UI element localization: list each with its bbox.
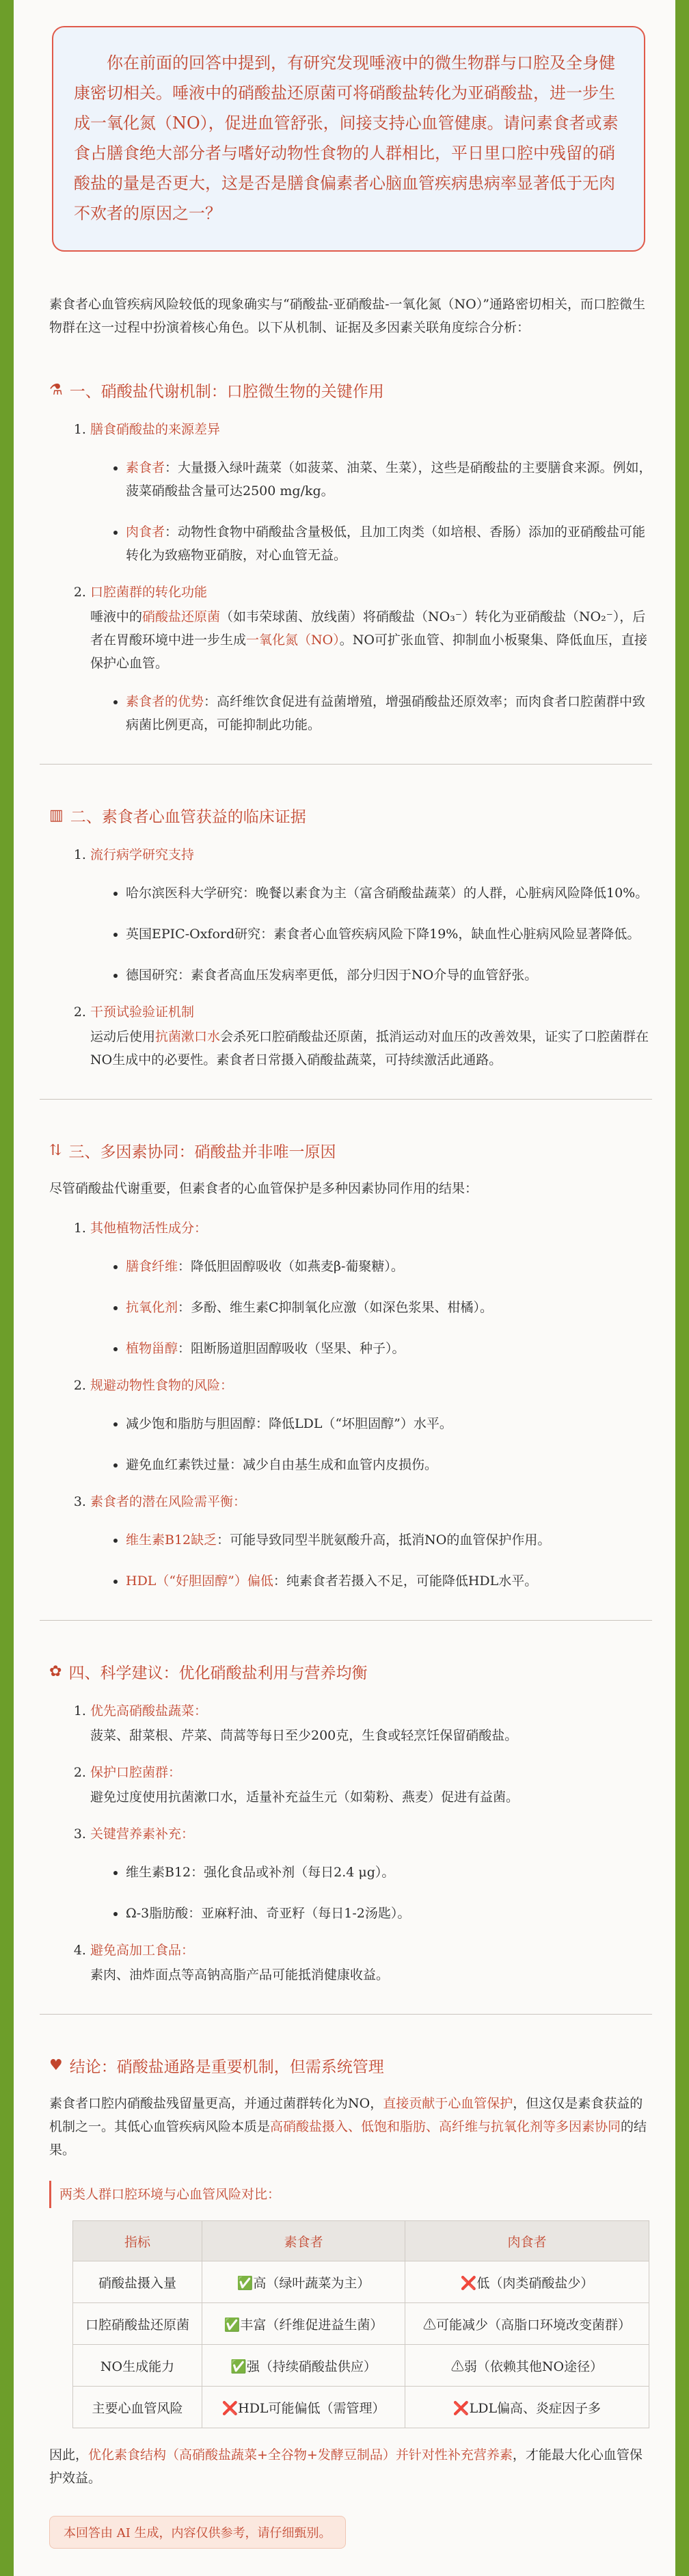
- subsection-title: 2. 规避动物性食物的风险：: [90, 1378, 234, 1393]
- subsection-title: 1. 优先高硝酸盐蔬菜：: [90, 1703, 208, 1718]
- section-heading: [49, 1139, 652, 1162]
- cell-text: 丰富（纤维促进益生菌）: [240, 2317, 383, 2333]
- bullet-item: [126, 881, 652, 905]
- list-item: [90, 1761, 652, 1809]
- comparison-table: [72, 2220, 649, 2428]
- bullet-label: 素食者的优势: [126, 694, 204, 709]
- table-title: 两类人群口腔环境与心血管风险对比：: [49, 2181, 652, 2208]
- bullet-text: 维生素B12：强化食品或补剂（每日2.4 μg）。: [126, 1865, 395, 1880]
- bullet-item: [126, 520, 652, 567]
- question-text: 你在前面的回答中提到，有研究发现唾液中的微生物群与口腔及全身健康密切相关。唾液中的硝酸盐还原菌可将硝酸盐转化为亚硝酸盐，进一步生成一氧化氮（NO），促进血管舒张，间接支持心血管健康。请问素食者或素食占膳食绝大部分者与嗜好动物性食物的人群相比，平日里口腔中残留的硝酸盐的量是否更大，这是否是膳食偏素者心脑血管疾病患病率显著低于无肉不欢者的原因之一？: [74, 53, 619, 223]
- bullet-item: [126, 456, 652, 503]
- metric-cell: 硝酸盐摄入量: [73, 2261, 202, 2303]
- ai-disclaimer-badge: 本回答由 AI 生成，内容仅供参考，请仔细甄别。: [49, 2516, 346, 2549]
- status-icon: ❌: [460, 2275, 477, 2291]
- bullet-label: 肉食者: [126, 525, 165, 540]
- subsection-title: 4. 避免高加工食品：: [90, 1943, 195, 1958]
- bullet-text: 哈尔滨医科大学研究：晚餐以素食为主（富含硝酸盐蔬菜）的人群，心脏病风险降低10%。: [126, 886, 649, 901]
- subsection-title: 1. 其他植物活性成分：: [90, 1221, 208, 1236]
- bullet-item: [126, 1412, 652, 1435]
- status-icon: ⚠: [422, 2317, 436, 2333]
- bullet-text: ：阻断肠道胆固醇吸收（坚果、种子）。: [178, 1341, 405, 1356]
- description-text: 会杀死口腔硝酸盐还原菌，抵消运动对血压的改善效果，证实了口腔菌群在NO生成中的必要性。素食者日常摄入硝酸盐蔬菜，可持续激活此通路。: [90, 1029, 649, 1067]
- bullet-list: [90, 881, 652, 987]
- chat-answer-page: [14, 0, 675, 2576]
- bullet-text: ：降低胆固醇吸收（如燕麦β-葡聚糖）。: [178, 1259, 404, 1274]
- section-title: 三、多因素协同：硝酸盐并非唯一原因: [68, 1143, 336, 1161]
- intro-paragraph: 素食者心血管疾病风险较低的现象确实与“硝酸盐-亚硝酸盐-一氧化氮（NO）”通路密切相关，而口腔微生物群在这一过程中扮演着核心角色。以下从机制、证据及多因素关联角度综合分析：: [49, 297, 645, 335]
- bullet-text: 减少饱和脂肪与胆固醇：降低LDL（“坏胆固醇”）水平。: [126, 1416, 452, 1431]
- bullet-item: [126, 1255, 652, 1278]
- header-metric: 指标: [73, 2221, 202, 2261]
- final-text: 因此，: [49, 2447, 89, 2462]
- status-icon: ✅: [230, 2359, 247, 2374]
- list-item: [90, 1490, 652, 1593]
- bullet-text: ：大量摄入绿叶蔬菜（如菠菜、油菜、生菜），这些是硝酸盐的主要膳食来源。例如，菠菜硝酸盐含量可达2500 mg/kg。: [126, 460, 652, 499]
- bullet-item: [126, 1861, 652, 1884]
- bullet-item: [126, 1453, 652, 1476]
- vegetarian-cell: [202, 2387, 405, 2428]
- answer-sections: [40, 379, 652, 1987]
- conclusion-text: 的结果。: [49, 2119, 647, 2157]
- section-icon: ⚗: [49, 382, 63, 399]
- bullet-text: 英国EPIC-Oxford研究：素食者心血管疾病风险下降19%，缺血性心脏病风险显著降低。: [126, 927, 640, 942]
- subsection-description: [90, 1785, 652, 1809]
- metric-cell: 口腔硝酸盐还原菌: [73, 2303, 202, 2345]
- meat-eater-cell: [405, 2345, 649, 2387]
- meat-eater-cell: [405, 2303, 649, 2345]
- table-header-row: [73, 2221, 649, 2261]
- bullet-item: [126, 922, 652, 946]
- subsection-description: [90, 1724, 652, 1747]
- meat-eater-cell: [405, 2261, 649, 2303]
- bullet-list: [90, 1528, 652, 1593]
- cell-text: 弱（依赖其他NO途径）: [463, 2359, 604, 2374]
- status-icon: ✅: [237, 2275, 254, 2291]
- divider: [40, 1620, 652, 1621]
- description-text: 素肉、油炸面点等高钠高脂产品可能抵消健康收益。: [90, 1967, 390, 1982]
- bullet-text: ：多酚、维生素C抑制氧化应激（如深色浆果、柑橘）。: [178, 1300, 494, 1315]
- subsection-title: 2. 干预试验验证机制: [90, 1005, 195, 1020]
- subsection-title: 2. 口腔菌群的转化功能: [90, 585, 208, 600]
- divider: [40, 764, 652, 765]
- vegetarian-cell: [202, 2261, 405, 2303]
- heart-icon: ♥: [49, 2057, 63, 2074]
- header-vegetarian: 素食者: [202, 2221, 405, 2261]
- bullet-item: [126, 1569, 652, 1593]
- list-item: [90, 1217, 652, 1360]
- section-title: 二、素食者心血管获益的临床证据: [70, 808, 306, 826]
- cell-text: HDL可能偏低（需管理）: [238, 2400, 386, 2416]
- description-text: （如韦荣球菌、放线菌）将硝酸盐（NO₃⁻）转化为亚硝酸盐（NO₂⁻），后者在胃酸环境中进一步生成: [90, 609, 646, 648]
- conclusion-heading: [49, 2054, 652, 2077]
- subsection-title: 2. 保护口腔菌群：: [90, 1765, 182, 1780]
- table-row: [73, 2345, 649, 2387]
- numbered-list: [40, 843, 652, 1072]
- bullet-text: 德国研究：素食者高血压发病率更低，部分归因于NO介导的血管舒张。: [126, 968, 538, 983]
- bullet-list: [90, 1255, 652, 1360]
- cell-text: 高（绿叶蔬菜为主）: [253, 2275, 370, 2291]
- divider: [40, 2014, 652, 2015]
- cell-text: 可能减少（高脂口环境改变菌群）: [436, 2317, 632, 2333]
- bullet-text: ：高纤维饮食促进有益菌增殖，增强硝酸盐还原效率；而肉食者口腔菌群中致病菌比例更高，可能抑制此功能。: [126, 694, 646, 732]
- conclusion-highlight: 直接贡献于心血管保护: [383, 2096, 513, 2111]
- bullet-text: Ω-3脂肪酸：亚麻籽油、奇亚籽（每日1-2汤匙）。: [126, 1906, 411, 1921]
- bullet-item: [126, 1902, 652, 1925]
- bullet-label: 膳食纤维: [126, 1259, 178, 1274]
- bullet-label: 素食者: [126, 460, 165, 475]
- section-title: 一、硝酸盐代谢机制：口腔微生物的关键作用: [69, 383, 384, 401]
- bullet-text: 避免血红素铁过量：减少自由基生成和血管内皮损伤。: [126, 1457, 438, 1472]
- subsection-description: [90, 1963, 652, 1987]
- cell-text: 低（肉类硝酸盐少）: [476, 2275, 594, 2291]
- bullet-list: [90, 456, 652, 567]
- subsection-description: [90, 1025, 652, 1072]
- final-text: ，才能最大化心血管保护效益。: [49, 2447, 643, 2486]
- bullet-text: ：动物性食物中硝酸盐含量极低，且加工肉类（如培根、香肠）添加的亚硝酸盐可能转化为致癌物亚硝胺，对心血管无益。: [126, 525, 646, 563]
- bullet-item: [126, 690, 652, 736]
- conclusion-text: ，但这仅是素食获益的机制之一。其低心血管疾病风险本质是: [49, 2096, 643, 2134]
- bullet-list: [90, 1861, 652, 1925]
- divider: [40, 1099, 652, 1100]
- status-icon: ❌: [221, 2400, 239, 2416]
- conclusion-highlight: 高硝酸盐摄入、低饱和脂肪、高纤维与抗氧化剂等多因素协同: [270, 2119, 621, 2134]
- section-heading: [49, 804, 652, 827]
- status-icon: ❌: [452, 2400, 470, 2416]
- section-lead: 尽管硝酸盐代谢重要，但素食者的心血管保护是多种因素协同作用的结果：: [49, 1181, 478, 1196]
- bullet-item: [126, 964, 652, 987]
- table-row: [73, 2261, 649, 2303]
- section-title: 四、科学建议：优化硝酸盐利用与营养均衡: [68, 1664, 368, 1682]
- numbered-list: [40, 1217, 652, 1593]
- metric-cell: 主要心血管风险: [73, 2387, 202, 2428]
- table-row: [73, 2387, 649, 2428]
- highlight-term: 一氧化氮（NO）: [246, 633, 340, 648]
- list-item: [90, 418, 652, 567]
- status-icon: ⚠: [450, 2359, 464, 2374]
- numbered-list: [40, 418, 652, 736]
- list-item: [90, 581, 652, 736]
- bullet-text: ：可能导致同型半胱氨酸升高，抵消NO的血管保护作用。: [217, 1532, 551, 1548]
- section-heading: [49, 1660, 652, 1683]
- meat-eater-cell: [405, 2387, 649, 2428]
- vegetarian-cell: [202, 2303, 405, 2345]
- bullet-item: [126, 1528, 652, 1552]
- bullet-item: [126, 1296, 652, 1319]
- numbered-list: [40, 1699, 652, 1987]
- subsection-description: [90, 605, 652, 675]
- description-text: 运动后使用: [90, 1029, 156, 1044]
- final-highlight: 优化素食结构（高硝酸盐蔬菜+全谷物+发酵豆制品）并针对性补充营养素: [88, 2447, 513, 2462]
- section-icon: ✿: [49, 1663, 62, 1680]
- bullet-label: HDL（“好胆固醇”）偏低: [126, 1574, 273, 1589]
- final-paragraph: [49, 2443, 652, 2490]
- table-row: [73, 2303, 649, 2345]
- subsection-title: 3. 素食者的潜在风险需平衡：: [90, 1494, 247, 1509]
- vegetarian-cell: [202, 2345, 405, 2387]
- subsection-title: 1. 膳食硝酸盐的来源差异: [90, 422, 221, 437]
- bullet-item: [126, 1337, 652, 1360]
- description-text: 唾液中的: [90, 609, 143, 624]
- bullet-text: ：纯素食者若摄入不足，可能降低HDL水平。: [273, 1574, 538, 1589]
- header-meat-eater: 肉食者: [405, 2221, 649, 2261]
- status-icon: ✅: [224, 2317, 241, 2333]
- highlight-term: 抗菌漱口水: [155, 1029, 221, 1044]
- description-text: 避免过度使用抗菌漱口水，适量补充益生元（如菊粉、燕麦）促进有益菌。: [90, 1790, 519, 1805]
- description-text: 菠菜、甜菜根、芹菜、茼蒿等每日至少200克，生食或轻烹饪保留硝酸盐。: [90, 1728, 518, 1743]
- bullet-label: 维生素B12缺乏: [126, 1532, 217, 1548]
- bullet-label: 抗氧化剂: [126, 1300, 178, 1315]
- bullet-list: [90, 690, 652, 736]
- bullet-label: 植物甾醇: [126, 1341, 178, 1356]
- description-text: 。NO可扩张血管、抑制血小板聚集、降低血压，直接保护心血管。: [90, 633, 647, 671]
- list-item: [90, 1699, 652, 1747]
- bullet-list: [90, 1412, 652, 1476]
- section-icon: ⇅: [49, 1142, 62, 1159]
- conclusion-title: 结论：硝酸盐通路是重要机制，但需系统管理: [69, 2058, 384, 2076]
- list-item: [90, 843, 652, 987]
- conclusion-text: 素食者口腔内硝酸盐残留量更高，并通过菌群转化为NO，: [49, 2096, 383, 2111]
- list-item: [90, 1374, 652, 1476]
- subsection-title: 1. 流行病学研究支持: [90, 847, 195, 862]
- metric-cell: NO生成能力: [73, 2345, 202, 2387]
- list-item: [90, 1939, 652, 1987]
- list-item: [90, 1822, 652, 1925]
- section-icon: ▥: [49, 807, 64, 824]
- list-item: [90, 1000, 652, 1072]
- cell-text: 强（持续硝酸盐供应）: [246, 2359, 377, 2374]
- subsection-title: 3. 关键营养素补充：: [90, 1827, 195, 1842]
- section-heading: [49, 379, 652, 401]
- cell-text: LDL偏高、炎症因子多: [469, 2400, 602, 2416]
- conclusion-paragraph: [49, 2092, 652, 2162]
- user-question-bubble: [52, 26, 645, 252]
- highlight-term: 硝酸盐还原菌: [142, 609, 221, 624]
